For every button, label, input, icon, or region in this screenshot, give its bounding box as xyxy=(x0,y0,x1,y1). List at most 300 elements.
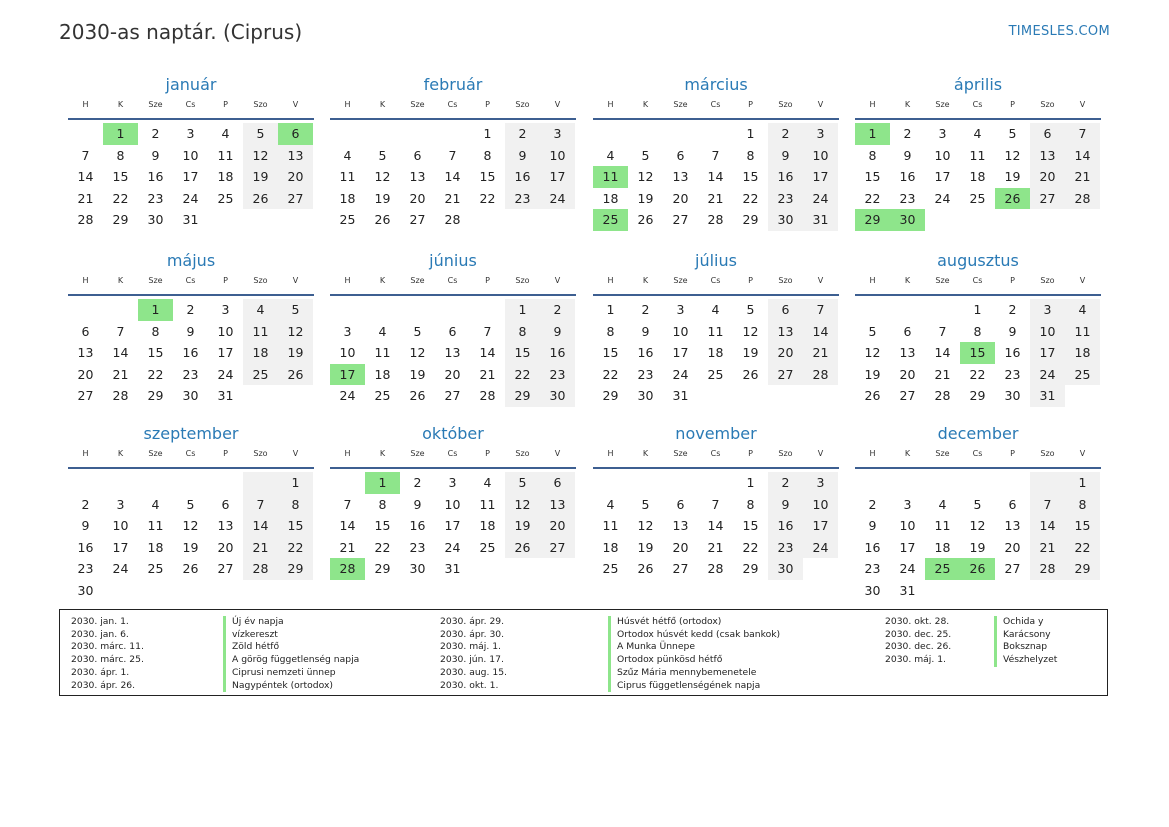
day-cell: 3 xyxy=(116,496,125,512)
day-cell: 8 xyxy=(483,147,492,163)
day-cell: 12 xyxy=(637,518,654,534)
day-cell: 3 xyxy=(676,302,685,317)
legend-date: 2030. dec. 25. xyxy=(885,628,952,640)
day-cell: 22 xyxy=(112,190,129,206)
empty-day-cell xyxy=(400,299,435,321)
weekday-label: Sze xyxy=(935,276,950,285)
month-name: december xyxy=(937,424,1019,443)
day-cell: 8 xyxy=(378,496,387,512)
day-grid xyxy=(593,299,839,407)
day-cell: 8 xyxy=(746,496,755,512)
holiday-legend xyxy=(59,609,1108,696)
day-cell: 27 xyxy=(899,388,916,404)
weekday-header xyxy=(855,446,1101,469)
day-cell: 11 xyxy=(969,147,986,163)
weekday-label: V xyxy=(1079,276,1086,285)
day-cell: 13 xyxy=(77,345,94,361)
day-cell: 18 xyxy=(969,169,986,185)
day-cell: 20 xyxy=(409,190,426,206)
legend-holiday-name: Ochida y xyxy=(1003,616,1044,627)
day-cell: 17 xyxy=(803,166,838,188)
weekday-label: K xyxy=(117,276,124,285)
day-cell: 26 xyxy=(864,388,881,404)
day-cell: 15 xyxy=(112,169,129,185)
weekday-label: Cs xyxy=(710,100,721,109)
day-cell: 16 xyxy=(768,166,803,188)
day-cell: 12 xyxy=(243,145,278,167)
day-cell: 11 xyxy=(479,496,496,512)
day-cell: 17 xyxy=(934,169,951,185)
day-cell: 9 xyxy=(868,518,877,534)
day-cell: 1 xyxy=(606,302,615,317)
day-cell: 15 xyxy=(374,518,391,534)
day-cell: 23 xyxy=(637,366,654,382)
day-cell: 9 xyxy=(505,145,540,167)
day-cell: 2 xyxy=(413,475,422,490)
day-cell: 17 xyxy=(217,345,234,361)
day-cell: 8 xyxy=(151,323,160,339)
day-cell: 4 xyxy=(606,496,615,512)
day-cell: 11 xyxy=(217,147,234,163)
weekday-label: Szo xyxy=(1040,276,1055,285)
day-cell: 21 xyxy=(934,366,951,382)
day-cell: 22 xyxy=(742,190,759,206)
empty-day-cell xyxy=(925,299,960,321)
day-cell: 1 xyxy=(746,475,755,490)
day-cell: 14 xyxy=(803,321,838,343)
day-cell: 26 xyxy=(505,537,540,559)
weekday-label: P xyxy=(748,100,753,109)
weekday-label: Cs xyxy=(447,449,458,458)
weekday-label: Sze xyxy=(673,100,688,109)
day-cell: 26 xyxy=(374,212,391,228)
day-cell: 24 xyxy=(339,388,356,404)
day-cell: 30 xyxy=(540,385,575,407)
empty-day-cell xyxy=(663,123,698,145)
day-cell: 11 xyxy=(1065,321,1100,343)
day-cell: 26 xyxy=(409,388,426,404)
month-calendar xyxy=(593,249,839,407)
weekday-label: K xyxy=(379,276,386,285)
day-cell: 4 xyxy=(343,147,352,163)
day-grid xyxy=(593,123,839,231)
weekday-header xyxy=(593,97,839,120)
weekday-header xyxy=(68,97,314,120)
day-cell: 31 xyxy=(1030,385,1065,407)
day-cell: 22 xyxy=(505,364,540,386)
legend-holiday-name: Karácsony xyxy=(1003,628,1051,640)
day-cell: 7 xyxy=(711,147,720,163)
day-cell: 24 xyxy=(540,188,575,210)
day-cell: 4 xyxy=(378,323,387,339)
day-cell: 16 xyxy=(768,515,803,537)
day-cell: 19 xyxy=(182,539,199,555)
day-cell: 21 xyxy=(707,190,724,206)
day-cell: 30 xyxy=(768,558,803,580)
day-cell: 28 xyxy=(707,212,724,228)
weekday-label: K xyxy=(379,100,386,109)
month-calendar xyxy=(68,73,314,231)
day-cell: 14 xyxy=(1030,515,1065,537)
weekday-label: Szo xyxy=(515,100,530,109)
day-cell: 9 xyxy=(413,496,422,512)
weekday-label: P xyxy=(748,276,753,285)
empty-day-cell xyxy=(855,472,890,494)
day-cell: 6 xyxy=(540,472,575,494)
legend-holiday-name: Nagypéntek (ortodox) xyxy=(232,679,333,691)
day-cell: 23 xyxy=(1004,366,1021,382)
day-cell: 17 xyxy=(182,169,199,185)
day-cell: 23 xyxy=(409,539,426,555)
day-cell: 7 xyxy=(1065,123,1100,145)
day-cell: 22 xyxy=(479,190,496,206)
day-cell: 10 xyxy=(217,323,234,339)
day-cell: 13 xyxy=(1030,145,1065,167)
legend-date: 2030. dec. 26. xyxy=(885,641,952,653)
month-name: február xyxy=(423,75,483,94)
day-cell: 6 xyxy=(903,323,912,339)
day-cell: 27 xyxy=(768,364,803,386)
day-cell: 22 xyxy=(969,366,986,382)
empty-day-cell xyxy=(103,472,138,494)
day-cell: 23 xyxy=(540,364,575,386)
holiday-day-cell: 11 xyxy=(593,166,628,188)
day-cell: 29 xyxy=(969,388,986,404)
month-name: január xyxy=(165,75,217,94)
day-cell: 10 xyxy=(1030,321,1065,343)
day-cell: 21 xyxy=(1030,537,1065,559)
day-cell: 15 xyxy=(864,169,881,185)
weekday-label: Cs xyxy=(972,100,983,109)
day-cell: 19 xyxy=(637,539,654,555)
day-cell: 21 xyxy=(112,366,129,382)
month-calendar xyxy=(330,249,576,407)
day-cell: 2 xyxy=(81,496,90,512)
weekday-header xyxy=(593,273,839,296)
day-cell: 20 xyxy=(540,515,575,537)
day-cell: 3 xyxy=(343,323,352,339)
weekday-label: Cs xyxy=(447,276,458,285)
holiday-day-cell: 25 xyxy=(925,558,960,580)
day-cell: 27 xyxy=(1030,188,1065,210)
brand-link[interactable]: TIMESLES.COM xyxy=(1008,24,1110,39)
day-cell: 18 xyxy=(339,190,356,206)
day-cell: 18 xyxy=(374,366,391,382)
holiday-day-cell: 25 xyxy=(593,209,628,231)
day-cell: 16 xyxy=(899,169,916,185)
day-cell: 25 xyxy=(969,190,986,206)
day-cell: 15 xyxy=(479,169,496,185)
day-cell: 27 xyxy=(409,212,426,228)
day-cell: 13 xyxy=(444,345,461,361)
empty-day-cell xyxy=(470,299,505,321)
day-cell: 17 xyxy=(1030,342,1065,364)
legend-date: 2030. márc. 11. xyxy=(71,641,144,653)
day-cell: 6 xyxy=(676,147,685,163)
day-cell: 5 xyxy=(186,496,195,512)
holiday-day-cell: 17 xyxy=(330,364,365,386)
day-cell: 7 xyxy=(483,323,492,339)
day-cell: 7 xyxy=(938,323,947,339)
day-cell: 22 xyxy=(374,539,391,555)
day-cell: 21 xyxy=(243,537,278,559)
weekday-label: K xyxy=(904,449,911,458)
weekday-label: Sze xyxy=(673,449,688,458)
day-cell: 5 xyxy=(973,496,982,512)
weekday-label: K xyxy=(117,449,124,458)
day-cell: 11 xyxy=(707,323,724,339)
day-cell: 24 xyxy=(112,561,129,577)
weekday-label: Cs xyxy=(710,276,721,285)
day-cell: 9 xyxy=(540,321,575,343)
legend-holiday-name: Ortodox pünkösd hétfő xyxy=(617,654,723,666)
day-cell: 30 xyxy=(768,209,803,231)
day-cell: 12 xyxy=(278,321,313,343)
day-cell: 19 xyxy=(409,366,426,382)
day-cell: 16 xyxy=(147,169,164,185)
weekday-label: P xyxy=(485,100,490,109)
empty-day-cell xyxy=(243,472,278,494)
day-cell: 30 xyxy=(147,212,164,228)
day-cell: 15 xyxy=(278,515,313,537)
day-cell: 6 xyxy=(221,496,230,512)
day-cell: 7 xyxy=(711,496,720,512)
legend-date: 2030. okt. 28. xyxy=(885,616,950,627)
weekday-label: P xyxy=(223,100,228,109)
legend-dates-col-1 xyxy=(71,616,144,692)
legend-names-col-2 xyxy=(608,616,780,692)
day-cell: 5 xyxy=(413,323,422,339)
day-cell: 29 xyxy=(374,561,391,577)
day-cell: 16 xyxy=(637,345,654,361)
day-cell: 16 xyxy=(409,518,426,534)
day-cell: 24 xyxy=(803,537,838,559)
holiday-day-cell: 26 xyxy=(960,558,995,580)
day-cell: 29 xyxy=(742,561,759,577)
day-cell: 24 xyxy=(934,190,951,206)
day-cell: 13 xyxy=(672,169,689,185)
legend-date: 2030. jan. 1. xyxy=(71,616,129,627)
day-cell: 2 xyxy=(1008,302,1017,317)
day-cell: 23 xyxy=(182,366,199,382)
day-grid xyxy=(330,472,576,580)
day-cell: 30 xyxy=(182,388,199,404)
day-cell: 16 xyxy=(182,345,199,361)
day-cell: 28 xyxy=(243,558,278,580)
day-cell: 25 xyxy=(1065,364,1100,386)
day-cell: 22 xyxy=(1065,537,1100,559)
weekday-label: V xyxy=(554,449,561,458)
weekday-label: K xyxy=(642,100,649,109)
day-cell: 19 xyxy=(505,515,540,537)
day-cell: 8 xyxy=(868,147,877,163)
day-cell: 30 xyxy=(864,582,881,598)
day-grid xyxy=(855,123,1101,231)
day-cell: 17 xyxy=(899,539,916,555)
empty-day-cell xyxy=(330,472,365,494)
day-cell: 10 xyxy=(540,145,575,167)
day-cell: 17 xyxy=(444,518,461,534)
day-cell: 15 xyxy=(742,169,759,185)
day-cell: 6 xyxy=(81,323,90,339)
day-cell: 26 xyxy=(637,561,654,577)
day-cell: 8 xyxy=(505,321,540,343)
legend-holiday-name: Húsvét hétfő (ortodox) xyxy=(617,616,722,627)
day-cell: 23 xyxy=(147,190,164,206)
day-cell: 5 xyxy=(278,299,313,321)
day-cell: 8 xyxy=(973,323,982,339)
day-cell: 20 xyxy=(672,539,689,555)
day-cell: 29 xyxy=(147,388,164,404)
legend-holiday-name: Új év napja xyxy=(232,616,284,627)
day-cell: 7 xyxy=(803,299,838,321)
month-name: november xyxy=(675,424,757,443)
day-cell: 18 xyxy=(1065,342,1100,364)
holiday-day-cell: 28 xyxy=(330,558,365,580)
day-cell: 29 xyxy=(112,212,129,228)
day-cell: 17 xyxy=(672,345,689,361)
weekday-label: Sze xyxy=(673,276,688,285)
day-cell: 28 xyxy=(77,212,94,228)
weekday-label: Cs xyxy=(972,276,983,285)
day-cell: 19 xyxy=(969,539,986,555)
empty-day-cell xyxy=(400,123,435,145)
weekday-header xyxy=(330,273,576,296)
day-cell: 18 xyxy=(217,169,234,185)
day-cell: 22 xyxy=(742,539,759,555)
legend-date: 2030. ápr. 26. xyxy=(71,679,136,691)
weekday-label: H xyxy=(82,449,89,458)
day-cell: 21 xyxy=(803,342,838,364)
day-cell: 3 xyxy=(1030,299,1065,321)
day-cell: 5 xyxy=(641,147,650,163)
day-cell: 4 xyxy=(1065,299,1100,321)
weekday-label: P xyxy=(1010,100,1015,109)
day-cell: 7 xyxy=(116,323,125,339)
day-cell: 31 xyxy=(803,209,838,231)
day-cell: 19 xyxy=(742,345,759,361)
weekday-label: Cs xyxy=(972,449,983,458)
empty-day-cell xyxy=(663,472,698,494)
day-cell: 13 xyxy=(409,169,426,185)
weekday-header xyxy=(593,446,839,469)
day-cell: 28 xyxy=(112,388,129,404)
day-cell: 3 xyxy=(803,123,838,145)
day-cell: 10 xyxy=(444,496,461,512)
month-name: május xyxy=(166,251,216,270)
day-cell: 3 xyxy=(938,126,947,141)
day-cell: 23 xyxy=(505,188,540,210)
day-cell: 19 xyxy=(278,342,313,364)
day-cell: 25 xyxy=(339,212,356,228)
weekday-label: Szo xyxy=(778,100,793,109)
weekday-label: K xyxy=(379,449,386,458)
day-cell: 7 xyxy=(243,494,278,516)
weekday-label: Szo xyxy=(253,276,268,285)
day-cell: 29 xyxy=(1065,558,1100,580)
weekday-label: K xyxy=(904,276,911,285)
day-cell: 15 xyxy=(147,345,164,361)
weekday-label: Szo xyxy=(515,276,530,285)
holiday-day-cell: 29 xyxy=(855,209,890,231)
day-cell: 25 xyxy=(147,561,164,577)
day-cell: 5 xyxy=(378,147,387,163)
day-cell: 28 xyxy=(1065,188,1100,210)
day-cell: 12 xyxy=(637,169,654,185)
weekday-label: V xyxy=(817,449,824,458)
day-cell: 11 xyxy=(602,518,619,534)
weekday-header xyxy=(330,97,576,120)
day-cell: 14 xyxy=(934,345,951,361)
weekday-label: H xyxy=(869,449,876,458)
legend-dates-col-2 xyxy=(440,616,507,692)
weekday-label: V xyxy=(817,276,824,285)
empty-day-cell xyxy=(68,123,103,145)
day-cell: 5 xyxy=(1008,126,1017,141)
day-cell: 26 xyxy=(182,561,199,577)
day-cell: 6 xyxy=(448,323,457,339)
day-cell: 6 xyxy=(676,496,685,512)
day-cell: 23 xyxy=(768,188,803,210)
weekday-label: Szo xyxy=(515,449,530,458)
weekday-label: P xyxy=(1010,449,1015,458)
empty-day-cell xyxy=(855,299,890,321)
weekday-label: P xyxy=(223,449,228,458)
day-cell: 27 xyxy=(1004,561,1021,577)
legend-date: 2030. ápr. 1. xyxy=(71,666,130,678)
legend-date: 2030. ápr. 29. xyxy=(440,616,505,627)
day-cell: 27 xyxy=(77,388,94,404)
day-cell: 24 xyxy=(803,188,838,210)
day-cell: 2 xyxy=(903,126,912,141)
holiday-day-cell: 1 xyxy=(365,472,400,494)
day-cell: 13 xyxy=(672,518,689,534)
day-cell: 9 xyxy=(768,145,803,167)
month-calendar xyxy=(330,73,576,231)
day-cell: 17 xyxy=(540,166,575,188)
day-cell: 1 xyxy=(1065,472,1100,494)
empty-day-cell xyxy=(628,123,663,145)
day-cell: 20 xyxy=(444,366,461,382)
weekday-label: P xyxy=(485,449,490,458)
weekday-label: Cs xyxy=(185,100,196,109)
month-name: augusztus xyxy=(937,251,1019,270)
weekday-label: V xyxy=(554,100,561,109)
day-cell: 4 xyxy=(938,496,947,512)
day-cell: 28 xyxy=(479,388,496,404)
holiday-day-cell: 15 xyxy=(960,342,995,364)
day-cell: 14 xyxy=(77,169,94,185)
legend-date: 2030. okt. 1. xyxy=(440,679,499,691)
day-cell: 23 xyxy=(77,561,94,577)
weekday-label: H xyxy=(607,276,614,285)
day-cell: 6 xyxy=(413,147,422,163)
empty-day-cell xyxy=(173,472,208,494)
day-cell: 16 xyxy=(505,166,540,188)
day-cell: 30 xyxy=(409,561,426,577)
day-cell: 9 xyxy=(81,518,90,534)
day-grid xyxy=(855,472,1101,602)
day-cell: 13 xyxy=(217,518,234,534)
day-cell: 9 xyxy=(151,147,160,163)
legend-date: 2030. aug. 15. xyxy=(440,666,507,678)
legend-date: 2030. ápr. 30. xyxy=(440,628,505,640)
day-cell: 17 xyxy=(112,539,129,555)
day-cell: 10 xyxy=(112,518,129,534)
legend-names-col-1 xyxy=(223,616,359,692)
day-cell: 6 xyxy=(1008,496,1017,512)
month-name: április xyxy=(953,75,1003,94)
